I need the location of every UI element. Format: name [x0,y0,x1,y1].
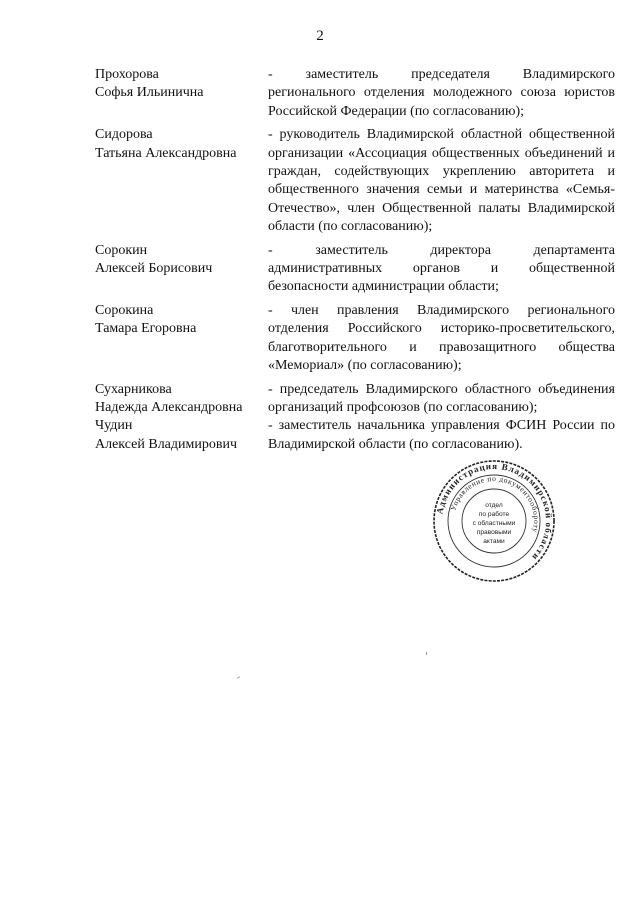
official-stamp [432,459,556,583]
member-position: - заместитель председателя Владимирского регионального отделения молодежного союза юристов Российской Федерации (по согласованию); [268,67,615,119]
member-surname: Сидорова [95,127,153,143]
member-position: - председатель Владимирского областного объединения организаций профсоюзов (по согласованию); [268,381,615,415]
member-list [95,66,615,454]
member-given-name: Татьяна Александровна [95,145,237,161]
member-entry [95,126,615,236]
member-surname: Прохорова [95,67,159,82]
member-surname: Чудин [95,418,133,434]
stamp-inner-text: Управление по документообороту [448,473,542,534]
member-name [95,66,268,121]
scan-speck [426,652,427,655]
member-entry [95,381,615,418]
stamp-center-line: по работе [478,511,510,518]
stamp-center-line: правовыми [476,529,512,536]
member-position: - заместитель директора департамента административных органов и общественной безопасности администрации области; [268,242,615,295]
member-position: - заместитель начальника управления ФСИН России по Владимирской области (по согласованию). [268,418,615,452]
member-name [95,126,268,236]
member-entry [95,417,615,454]
member-name [95,381,268,418]
scan-speck [237,676,240,679]
page-number: 2 [316,28,324,44]
member-entry [95,66,615,121]
member-given-name: Алексей Борисович [95,261,213,277]
stamp-center-line: с областными [472,520,516,527]
stamp-center-line: актами [483,538,505,545]
member-position: - руководитель Владимирской областной общественной организации «Ассоциация общественных объединений и граждан, содействующих укреплению авторитета и общественного значения семьи и материнства «Семья-Отечество», член Общественной палаты Владимирской области (по согласованию); [268,127,615,235]
member-name [95,417,268,454]
stamp-outer-text: Администрация Владимирской области [434,460,555,563]
member-entry [95,302,615,376]
member-name [95,242,268,297]
member-given-name: Софья Ильинична [95,85,204,101]
member-position: - член правления Владимирского регионального отделения Российского историко-просветительского, благотворительного и правозащитного общества «Мемориал» (по согласованию); [268,302,615,374]
member-surname: Сорокин [95,242,148,258]
stamp-center-line: отдел [485,502,503,509]
member-given-name: Надежда Александровна [95,399,243,415]
member-given-name: Тамара Егоровна [95,321,197,337]
member-entry [95,242,615,297]
member-name [95,302,268,376]
member-surname: Сорокина [95,302,154,318]
member-surname: Сухарникова [95,381,172,397]
member-given-name: Алексей Владимирович [95,436,238,452]
